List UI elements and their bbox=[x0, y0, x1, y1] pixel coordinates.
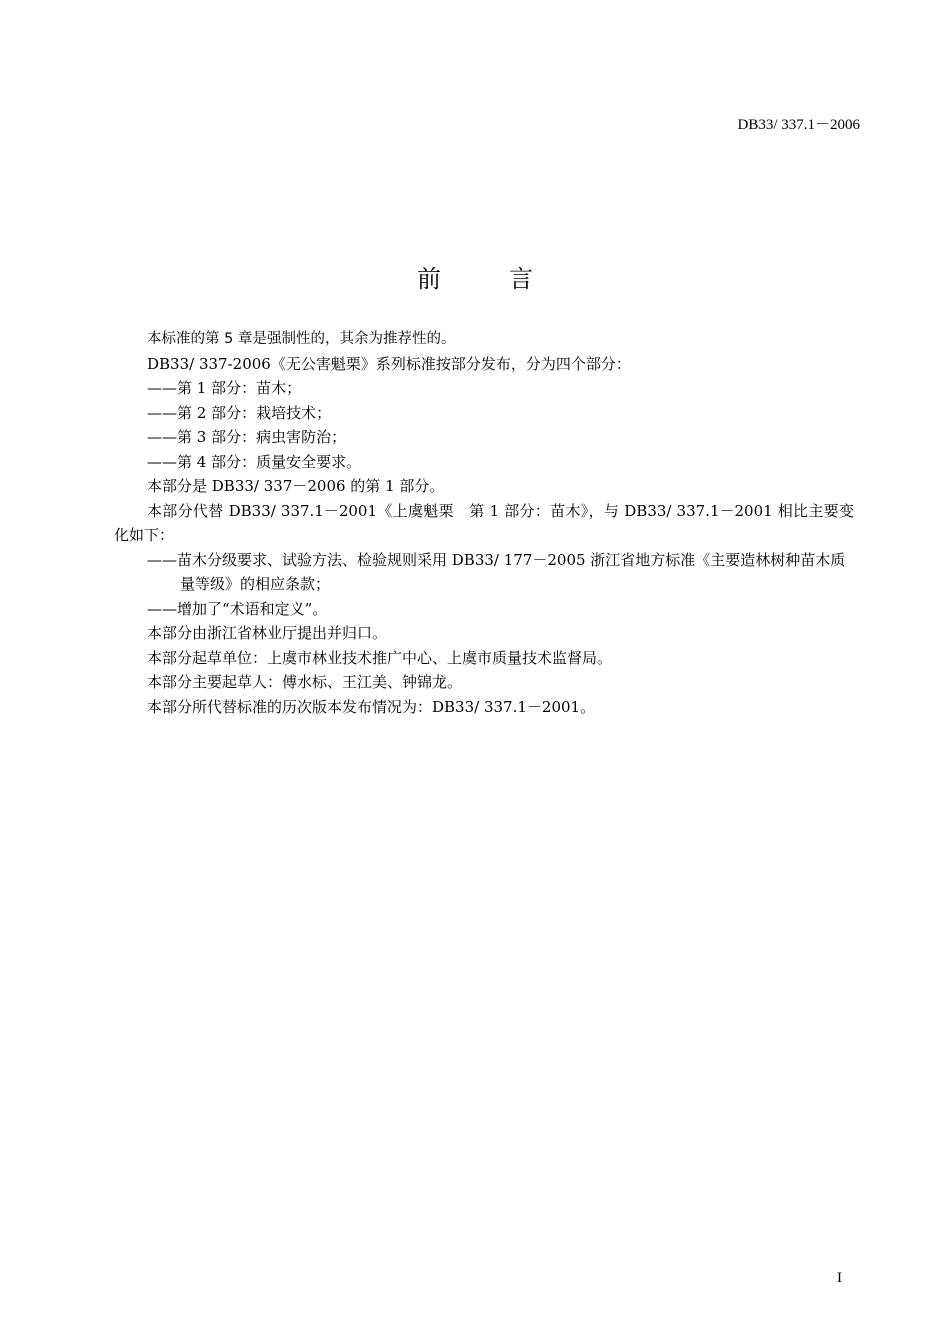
part-list-item: ——第 3 部分：病虫害防治； bbox=[147, 428, 347, 446]
mandatory-statement: 本标准的第 5 章是强制性的，其余为推荐性的。 bbox=[147, 331, 456, 347]
series-statement: DB33/ 337-2006《无公害魁栗》系列标准按部分发布，分为四个部分： bbox=[147, 354, 631, 373]
proposed-statement: 本部分由浙江省林业厅提出并归口。 bbox=[147, 624, 388, 642]
this-part-statement: 本部分是 DB33/ 337－2006 的第 1 部分。 bbox=[147, 477, 445, 495]
title-char-1: 前 bbox=[417, 265, 441, 293]
title-char-2: 言 bbox=[509, 265, 533, 293]
replaces-statement: 本部分代替 DB33/ 337.1－2001《上虞魁栗 第 1 部分：苗木》，与 DB33/ 337.1－2001 相比主要变化如下： bbox=[114, 501, 854, 544]
foreword-body bbox=[114, 327, 854, 719]
part-list-item: ——第 1 部分：苗木； bbox=[147, 379, 302, 397]
part-list-item: ——第 2 部分：栽培技术； bbox=[147, 403, 332, 422]
drafters-statement: 本部分主要起草人：傅水标、王江美、钟锦龙。 bbox=[147, 673, 463, 691]
change-list-item: ——增加了“术语和定义”。 bbox=[147, 599, 328, 618]
history-statement: 本部分所代替标准的历次版本发布情况为：DB33/ 337.1－2001。 bbox=[147, 697, 596, 716]
document-code: DB33/ 337.1－2006 bbox=[737, 117, 860, 133]
part-list-item: ——第 4 部分：质量安全要求。 bbox=[147, 452, 362, 471]
page-number: I bbox=[837, 1270, 842, 1286]
page-title bbox=[0, 262, 950, 296]
change-list-item: ——苗木分级要求、试验方法、检验规则采用 DB33/ 177－2005 浙江省地方标准《主要造林树种苗木质量等级》的相应条款； bbox=[147, 550, 846, 593]
drafting-units-statement: 本部分起草单位：上虞市林业技术推广中心、上虞市质量技术监督局。 bbox=[147, 648, 613, 667]
